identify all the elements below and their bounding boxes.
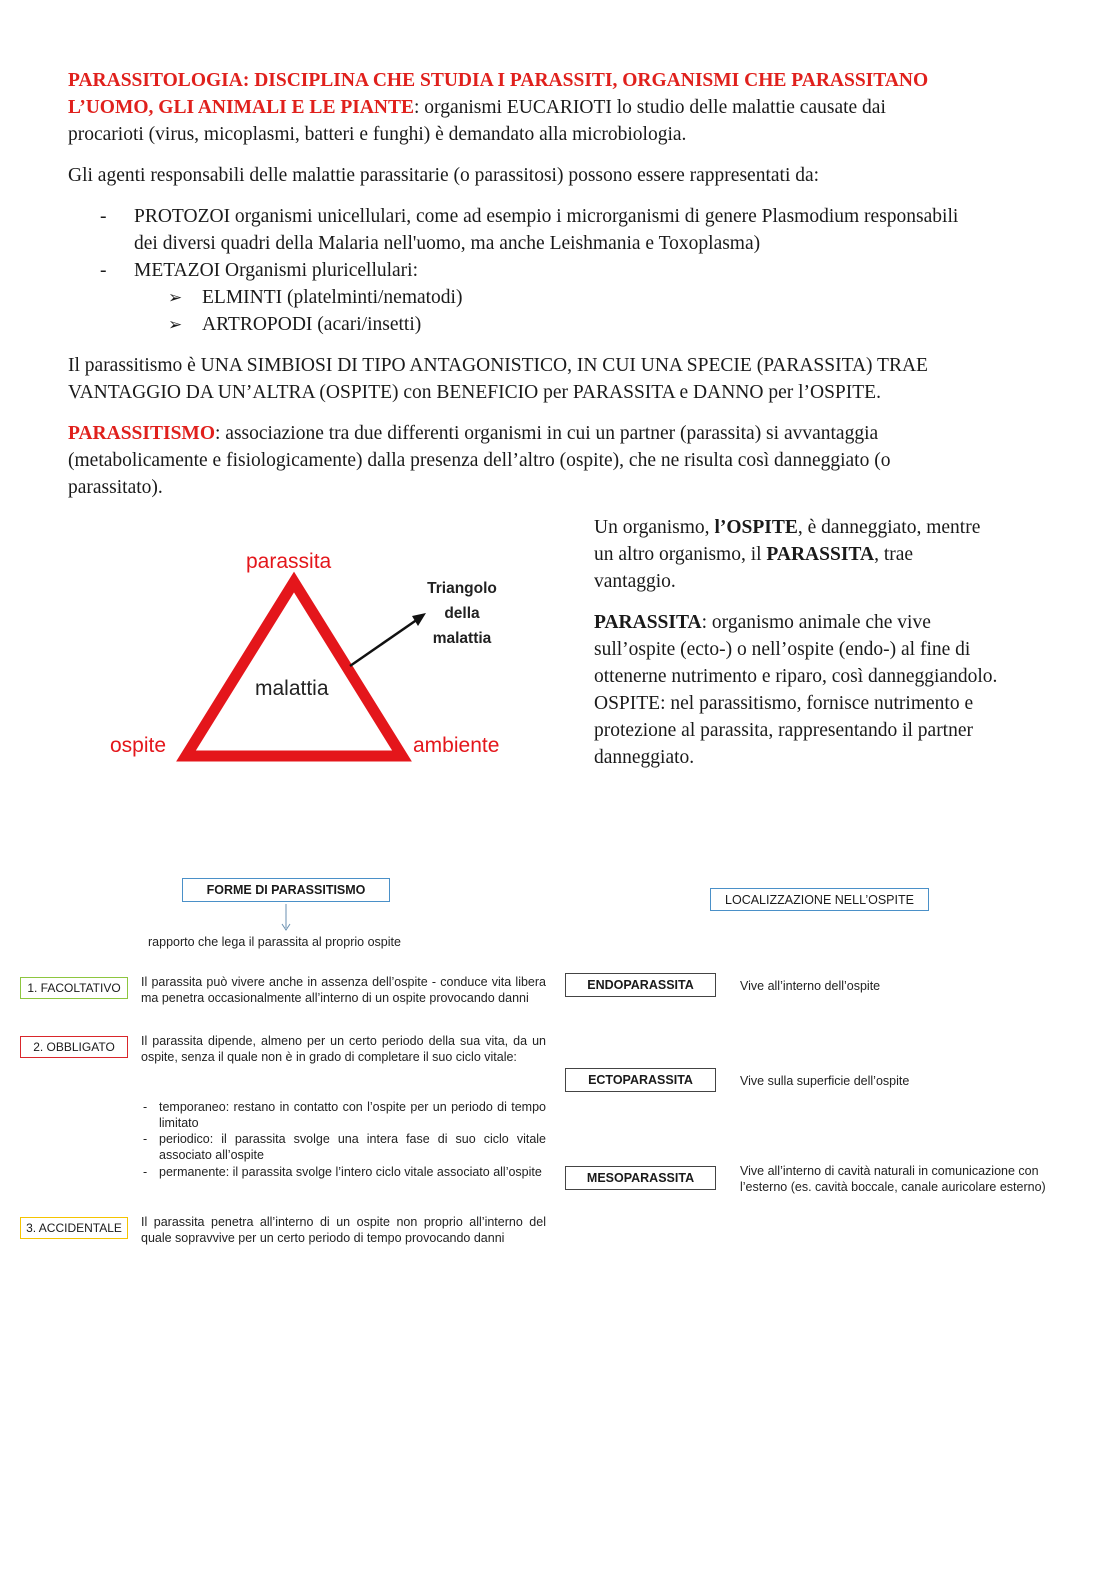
sub-dash: - bbox=[143, 1132, 148, 1146]
diagram-label-malattia: malattia bbox=[255, 677, 329, 700]
artropodi-line: ARTROPODI (acari/insetti) bbox=[202, 314, 422, 335]
callout-line-2: della bbox=[444, 605, 480, 622]
side-p1-line-3: vantaggio. bbox=[594, 571, 676, 592]
parassitismo-line-1 bbox=[68, 420, 878, 447]
side-paragraphs bbox=[594, 514, 1064, 771]
elminti-line: ELMINTI (platelminti/nematodi) bbox=[202, 287, 463, 308]
side-p1-line-2 bbox=[594, 541, 1064, 568]
intro-paragraph bbox=[68, 67, 1058, 148]
disease-triangle-diagram bbox=[100, 540, 540, 780]
forme-text-facoltativo: Il parassita può vivere anche in assenza dell’ospite - conduce vita libera ma penetra occasionalmente all’interno di un ospite provocando danni bbox=[141, 975, 546, 1005]
forme-header-box bbox=[182, 878, 390, 902]
sub-dash: - bbox=[143, 1100, 148, 1114]
side-p2-line-5: protezione al parassita, rappresentando il partner bbox=[594, 720, 974, 741]
forme-label-accidentale bbox=[20, 1217, 128, 1239]
metazoi-line: METAZOI Organismi pluricellulari: bbox=[134, 260, 419, 281]
side-text: , trae bbox=[874, 544, 914, 565]
side-p2-term: PARASSITA bbox=[594, 612, 702, 633]
sub-periodico: periodico: il parassita svolge una intera fase di suo ciclo vitale associato all’ospite bbox=[159, 1132, 546, 1162]
sub-dash: - bbox=[143, 1165, 148, 1179]
agents-lead: Gli agenti responsabili delle malattie parassitarie (o parassitosi) possono essere rappresentati da: bbox=[68, 165, 820, 186]
loc-label-ectoparassita bbox=[565, 1068, 716, 1092]
loc-label-text: ECTOPARASSITA bbox=[588, 1073, 693, 1087]
parassitismo-line-3: parassitato). bbox=[68, 477, 163, 498]
loc-text-endoparassita: Vive all’interno dell’ospite bbox=[740, 979, 881, 993]
side-text: : organismo animale che vive bbox=[701, 612, 931, 633]
side-text: un altro organismo, il bbox=[594, 544, 767, 565]
diagram-label-ambiente: ambiente bbox=[413, 734, 500, 757]
callout-line-1: Triangolo bbox=[427, 580, 497, 597]
dash-metazoi: - bbox=[100, 260, 107, 281]
arrow-bullet-icon: ➢ bbox=[168, 288, 183, 307]
side-text: , è danneggiato, mentre bbox=[797, 517, 981, 538]
definition-line-2: VANTAGGIO DA UN’ALTRA (OSPITE) con BENEFICIO per PARASSITA e DANNO per l’OSPITE. bbox=[68, 382, 881, 403]
triangle-shape bbox=[186, 582, 402, 756]
loc-label-text: ENDOPARASSITA bbox=[587, 978, 694, 992]
forme-text-accidentale: Il parassita penetra all’interno di un ospite non proprio all’interno del quale sopravvive per un certo periodo di tempo provocando danni bbox=[141, 1215, 546, 1245]
parassitismo-line-2: (metabolicamente e fisiologicamente) dalla presenza dell’altro (ospite), che ne risulta così danneggiato (o bbox=[68, 450, 891, 471]
forme-label-facoltativo bbox=[20, 977, 128, 999]
forme-label-text: 3. ACCIDENTALE bbox=[26, 1221, 122, 1235]
parassitismo-term: PARASSITISMO bbox=[68, 423, 216, 444]
side-term-parassita: PARASSITA bbox=[766, 544, 875, 565]
side-p2-line-6: danneggiato. bbox=[594, 747, 695, 768]
loc-text-ectoparassita: Vive sulla superficie dell’ospite bbox=[740, 1074, 910, 1088]
intro-line-1 bbox=[68, 67, 1058, 94]
side-text: Un organismo, bbox=[594, 517, 715, 538]
side-p2-line-2: sull’ospite (ecto-) o nell’ospite (endo-) al fine di bbox=[594, 639, 971, 660]
diagram-label-parassita: parassita bbox=[246, 550, 332, 573]
forme-text-obbligato: Il parassita dipende, almeno per un certo periodo della sua vita, da un ospite, senza il quale non è in grado di completare il suo ciclo vitale: bbox=[141, 1034, 546, 1064]
protozoi-line-1: PROTOZOI organismi unicellulari, come ad esempio i microrganismi di genere Plasmodium responsabili bbox=[134, 206, 959, 227]
intro-title-rest-1: : organismi EUCARIOTI lo studio delle malattie causate dai bbox=[414, 97, 886, 118]
protozoi-line-2: dei diversi quadri della Malaria nell'uomo, ma anche Leishmania e Toxoplasma) bbox=[134, 233, 761, 254]
definition-line-1: Il parassitismo è UNA SIMBIOSI DI TIPO ANTAGONISTICO, IN CUI UNA SPECIE (PARASSITA) TRAE bbox=[68, 355, 928, 376]
side-term-ospite: l’OSPITE bbox=[714, 517, 798, 538]
intro-line-2 bbox=[68, 94, 1058, 121]
side-p2-line-4: OSPITE: nel parassitismo, fornisce nutrimento e bbox=[594, 693, 974, 714]
side-p2-line-1 bbox=[594, 609, 1064, 636]
callout-arrow-line bbox=[350, 619, 418, 666]
forme-label-obbligato bbox=[20, 1036, 128, 1058]
forme-down-arrow-icon bbox=[280, 904, 292, 932]
localizzazione-header-box bbox=[710, 888, 929, 911]
side-p2-line-3: ottenerne nutrimento e riparo, così danneggiandolo. bbox=[594, 666, 998, 687]
forme-header: FORME DI PARASSITISMO bbox=[206, 883, 366, 897]
forme-label-text: 2. OBBLIGATO bbox=[33, 1040, 115, 1054]
dash-protozoi: - bbox=[100, 206, 107, 227]
intro-line-3: procarioti (virus, micoplasmi, batteri e funghi) è demandato alla microbiologia. bbox=[68, 124, 687, 145]
intro-title-red-2: L’UOMO, GLI ANIMALI E LE PIANTE bbox=[68, 97, 415, 118]
loc-label-mesoparassita bbox=[565, 1166, 716, 1190]
arrow-bullet-icon: ➢ bbox=[168, 315, 183, 334]
loc-text-mesoparassita: Vive all’interno di cavità naturali in comunicazione con l’esterno (es. cavità boccale, canale auricolare esterno) bbox=[740, 1164, 1046, 1194]
parassitismo-text-1: : associazione tra due differenti organismi in cui un partner (parassita) si avvantaggia bbox=[215, 423, 879, 444]
diagram-label-ospite: ospite bbox=[110, 734, 167, 757]
forme-subtitle: rapporto che lega il parassita al proprio ospite bbox=[148, 935, 401, 949]
forme-label-text: 1. FACOLTATIVO bbox=[27, 981, 121, 995]
sub-temporaneo: temporaneo: restano in contatto con l’ospite per un periodo di tempo limitato bbox=[159, 1100, 546, 1130]
sub-permanente: permanente: il parassita svolge l’intero ciclo vitale associato all’ospite bbox=[159, 1165, 542, 1179]
intro-title-red-1: PARASSITOLOGIA: DISCIPLINA CHE STUDIA I PARASSITI, ORGANISMI CHE PARASSITANO bbox=[68, 70, 929, 91]
loc-label-endoparassita bbox=[565, 973, 716, 997]
localizzazione-header: LOCALIZZAZIONE NELL’OSPITE bbox=[725, 892, 914, 907]
callout-line-3: malattia bbox=[432, 630, 492, 647]
loc-label-text: MESOPARASSITA bbox=[586, 1171, 695, 1185]
diagram-callout bbox=[412, 576, 512, 651]
side-p1-line-1 bbox=[594, 514, 1064, 541]
